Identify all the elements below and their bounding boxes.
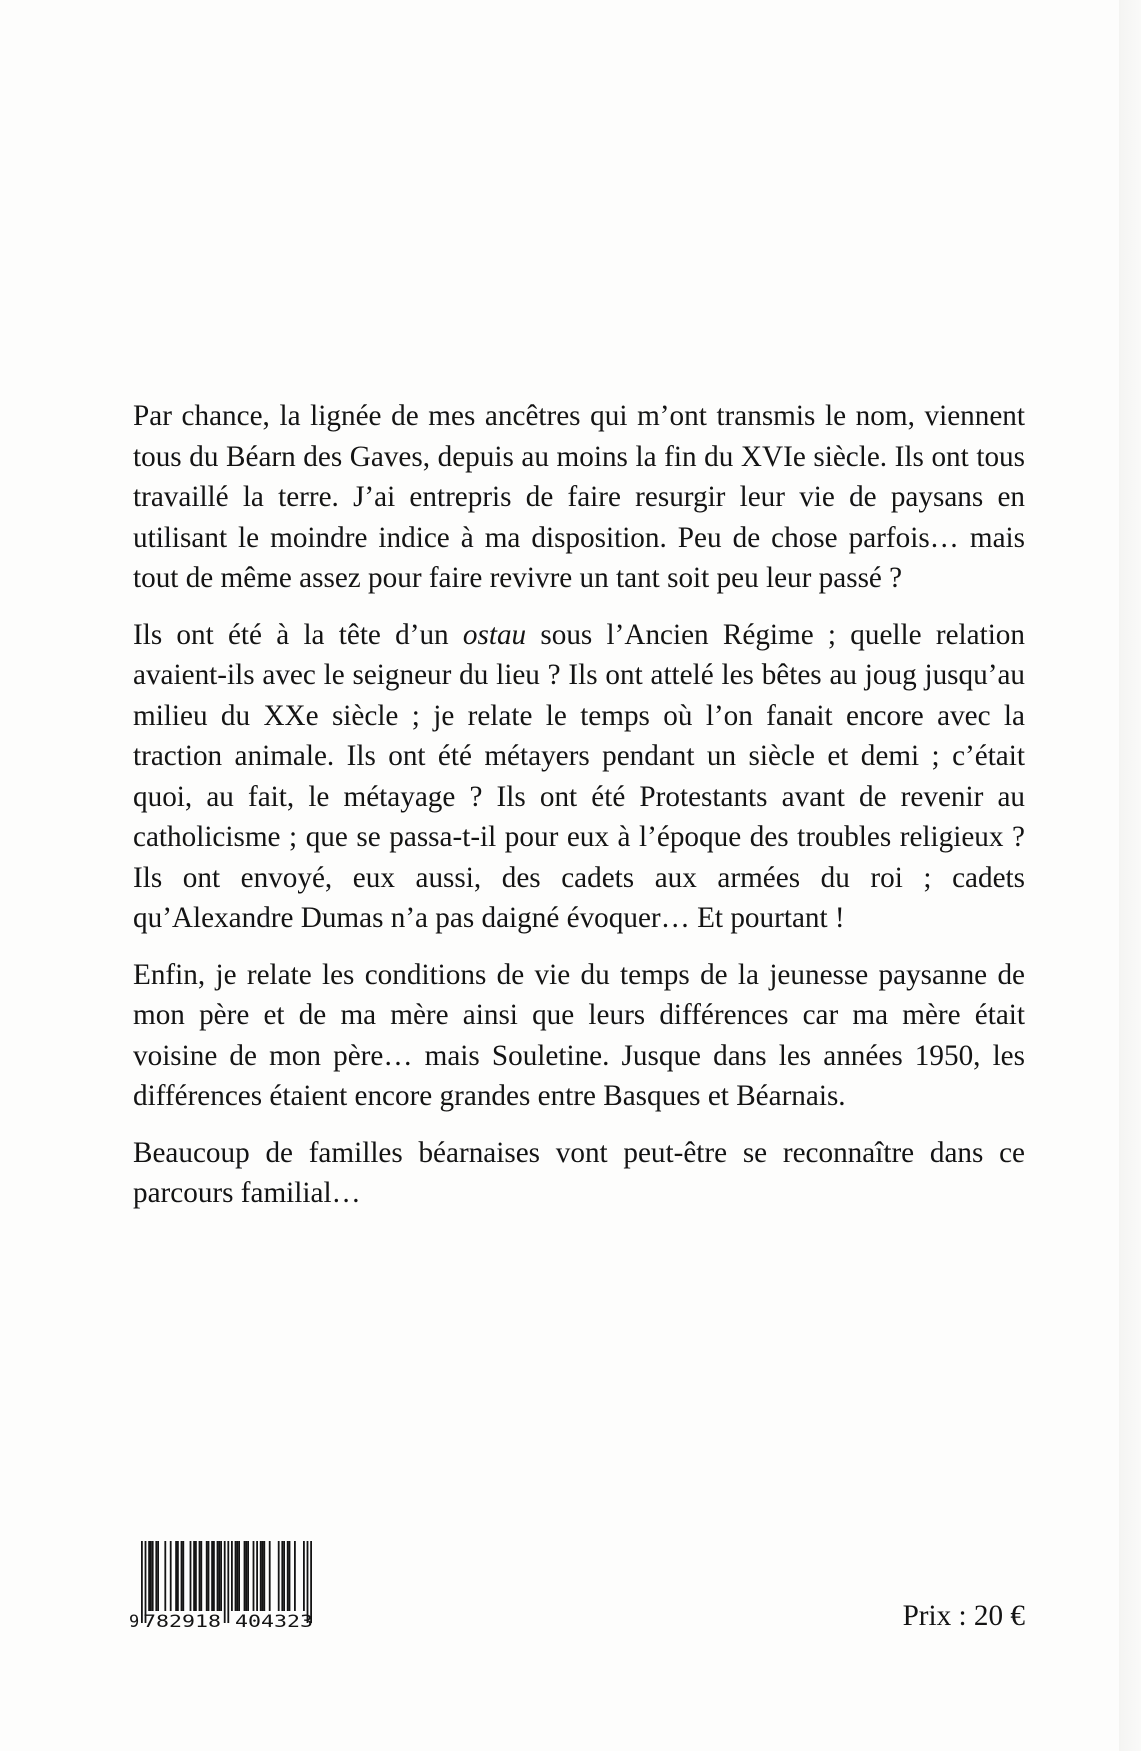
barcode-bar xyxy=(244,1541,246,1611)
barcode-bar xyxy=(262,1541,264,1611)
barcode-bar xyxy=(195,1541,197,1611)
barcode-bar xyxy=(227,1541,229,1623)
barcode-bar xyxy=(141,1541,143,1623)
barcode-bar xyxy=(310,1541,312,1623)
barcode-bar xyxy=(157,1541,159,1611)
barcode-bar xyxy=(253,1541,255,1611)
barcode-bar xyxy=(283,1541,285,1611)
barcode-bar xyxy=(182,1541,184,1611)
barcode-bar xyxy=(289,1541,291,1611)
blurb-paragraph-4: Beaucoup de familles béarnaises vont peut-être se reconnaître dans ce parcours familial… xyxy=(133,1136,1025,1209)
barcode-bar xyxy=(190,1541,192,1611)
barcode-bar xyxy=(200,1541,202,1611)
barcode-bar xyxy=(224,1541,226,1623)
barcode-bar xyxy=(245,1541,247,1611)
isbn-barcode xyxy=(127,1539,337,1631)
blurb-paragraph-1: Par chance, la lignée de mes ancêtres qui m’ont transmis le nom, viennent tous du Béarn des Gaves, depuis au moins la fin du XVIe siècle. Ils ont tous travaillé la terre. J’ai entrepris de faire resurgir leur vie de paysans en utilisant le moindre indice à ma disposition. Peu de chose parfois… mais tout de même assez pour faire revivre un tant soit peu leur passé ? xyxy=(133,400,1025,594)
barcode-bar xyxy=(235,1541,237,1611)
barcode-bar xyxy=(231,1541,233,1611)
barcode-bar xyxy=(294,1541,296,1611)
barcode-bar xyxy=(303,1541,305,1611)
barcode-bar xyxy=(148,1541,150,1611)
barcode-first-digit: 9 xyxy=(129,1612,140,1631)
barcode-bar xyxy=(238,1541,240,1611)
barcode-bar xyxy=(170,1541,172,1611)
barcode-bar xyxy=(213,1541,215,1611)
blurb-paragraph-3: Enfin, je relate les conditions de vie du temps de la jeunesse paysanne de mon père et de ma mère ainsi que leurs différences car ma mère était voisine de mon père… mais Souletine. Jusque dans les années 1950, les différences étaient encore grandes entre Basques et Béarnais. xyxy=(133,958,1025,1112)
barcode-bar xyxy=(181,1541,183,1611)
barcode-bar xyxy=(256,1541,258,1611)
barcode-left-digits: 782918 xyxy=(143,1612,221,1631)
barcode-bar xyxy=(206,1541,208,1611)
barcode-bar xyxy=(152,1541,154,1611)
barcode-right-digits: 404323 xyxy=(235,1612,313,1631)
barcode-bar xyxy=(269,1541,271,1611)
barcode-bar xyxy=(193,1541,195,1611)
barcode-bar xyxy=(218,1541,220,1611)
barcode-bar xyxy=(150,1541,152,1611)
barcode-bar xyxy=(281,1541,283,1611)
barcode-bar xyxy=(220,1541,222,1611)
blurb-paragraph-2-start: Ils ont été à la tête d’un xyxy=(133,618,463,651)
barcode-bar xyxy=(175,1541,177,1611)
barcode-bar xyxy=(155,1541,157,1611)
barcode-bar xyxy=(217,1541,219,1611)
barcode-bar xyxy=(199,1541,201,1611)
barcode-bar xyxy=(260,1541,262,1611)
barcode-bar xyxy=(263,1541,265,1611)
blurb-italic-word: ostau xyxy=(462,618,527,651)
barcode-bar xyxy=(278,1541,280,1611)
barcode-bar xyxy=(177,1541,179,1611)
barcode-icon xyxy=(127,1539,337,1631)
barcode-bar xyxy=(247,1541,249,1611)
barcode-bar xyxy=(287,1541,289,1611)
barcode-bar xyxy=(211,1541,213,1611)
blurb-text xyxy=(133,396,1025,1230)
blurb-paragraph-2-end: sous l’Ancien Régime ; quelle relation avaient-ils avec le seigneur du lieu ? Ils ont attelé les bêtes au joug jusqu’au milieu du XXe siècle ; je relate le temps où l’on fanait encore avec la traction animale. Ils ont été métayers pendant un siècle et demi ; c’était quoi, au fait, le métayage ? Ils ont été Protestants avant de revenir au catholicisme ; que se passa-t-il pour eux à l’époque des troubles religieux ? Ils ont envoyé, eux aussi, des cadets aux armées du roi ; cadets qu’Alexandre Dumas n’a pas daigné évoquer… Et pourtant ! xyxy=(133,618,1025,934)
blurb-paragraph-2 xyxy=(133,615,1025,939)
barcode-bar xyxy=(145,1541,147,1623)
barcode-bar xyxy=(307,1541,309,1623)
page-edge-shadow xyxy=(1119,0,1141,1751)
barcode-bar xyxy=(208,1541,210,1611)
barcode-bar xyxy=(236,1541,238,1611)
barcode-bar xyxy=(164,1541,166,1611)
price-label: Prix : 20 € xyxy=(902,1600,1025,1632)
